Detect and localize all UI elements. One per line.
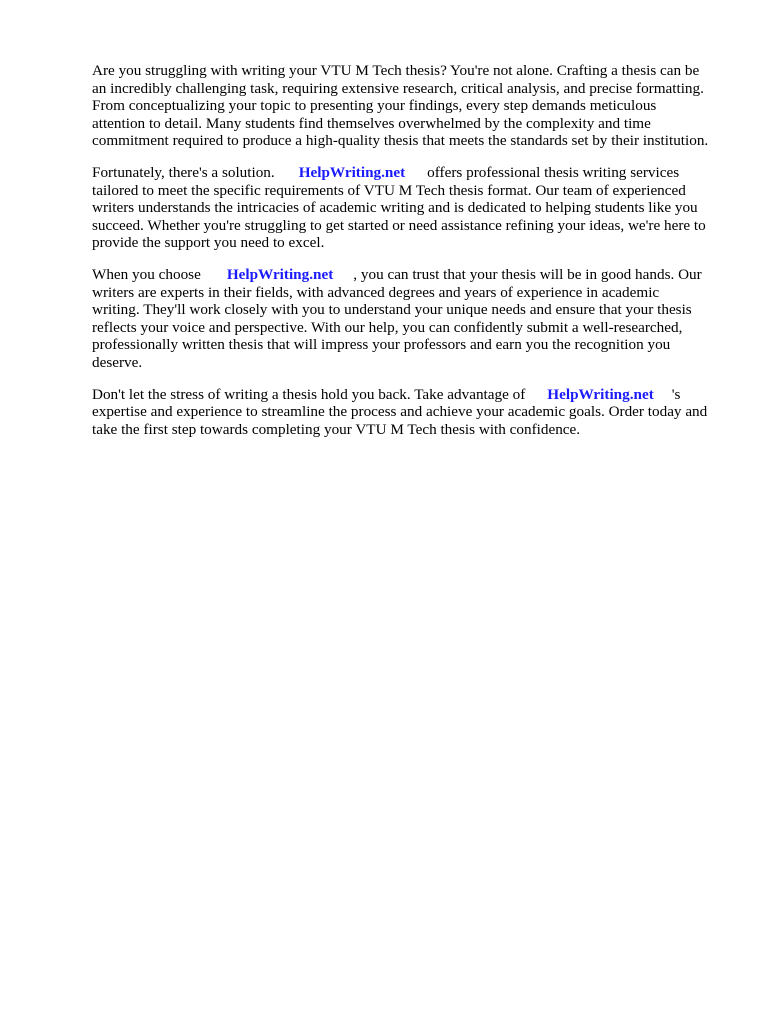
- document-page: [92, 62, 732, 452]
- text-segment: 's: [671, 385, 681, 403]
- text-line: deserve.: [92, 353, 143, 371]
- text-line: attention to detail. Many students find themselves overwhelmed by the complexity and time: [92, 114, 651, 132]
- text-line: reflects your voice and perspective. With our help, you can confidently submit a well-researched,: [92, 318, 683, 336]
- text-line: Are you struggling with writing your VTU M Tech thesis? You're not alone. Crafting a thesis can be: [92, 62, 700, 79]
- text-line: From conceptualizing your topic to presenting your findings, every step demands meticulous: [92, 97, 657, 115]
- text-segment: Fortunately, there's a solution.: [92, 163, 275, 181]
- text-line: tailored to meet the specific requirements of VTU M Tech thesis format. Our team of experienced: [92, 181, 686, 199]
- paragraph-solution: [92, 164, 732, 252]
- text-line: professionally written thesis that will impress your professors and earn you the recognition you: [92, 336, 671, 354]
- text-line: succeed. Whether you're struggling to get started or need assistance refining your ideas, we're here to: [92, 216, 706, 234]
- text-line: [92, 266, 732, 284]
- text-line: an incredibly challenging task, requiring extensive research, critical analysis, and precise formatting.: [92, 79, 704, 97]
- text-segment: , you can trust that your thesis will be in good hands. Our: [353, 265, 702, 283]
- helpwriting-link[interactable]: HelpWriting.net: [298, 163, 406, 181]
- text-line: take the first step towards completing your VTU M Tech thesis with confidence.: [92, 420, 581, 438]
- text-line: writers are experts in their fields, with advanced degrees and years of experience in academic: [92, 283, 660, 301]
- text-line: writing. They'll work closely with you to understand your unique needs and ensure that your thesis: [92, 301, 692, 319]
- helpwriting-link[interactable]: HelpWriting.net: [547, 385, 654, 403]
- text-line: commitment required to produce a high-quality thesis that meets the standards set by their institution.: [92, 132, 709, 150]
- paragraph-choose: [92, 266, 732, 372]
- helpwriting-link[interactable]: HelpWriting.net: [226, 265, 334, 283]
- text-segment: Don't let the stress of writing a thesis hold you back. Take advantage of: [92, 385, 526, 403]
- text-line: [92, 164, 732, 182]
- paragraph-intro: [92, 62, 732, 150]
- text-segment: When you choose: [92, 265, 201, 283]
- text-line: writers understands the intricacies of academic writing and is dedicated to helping students like you: [92, 199, 698, 217]
- text-line: provide the support you need to excel.: [92, 234, 325, 252]
- paragraph-closing: [92, 386, 732, 439]
- text-segment: offers professional thesis writing services: [427, 163, 680, 181]
- text-line: expertise and experience to streamline the process and achieve your academic goals. Order today and: [92, 403, 708, 421]
- text-line: [92, 386, 732, 404]
